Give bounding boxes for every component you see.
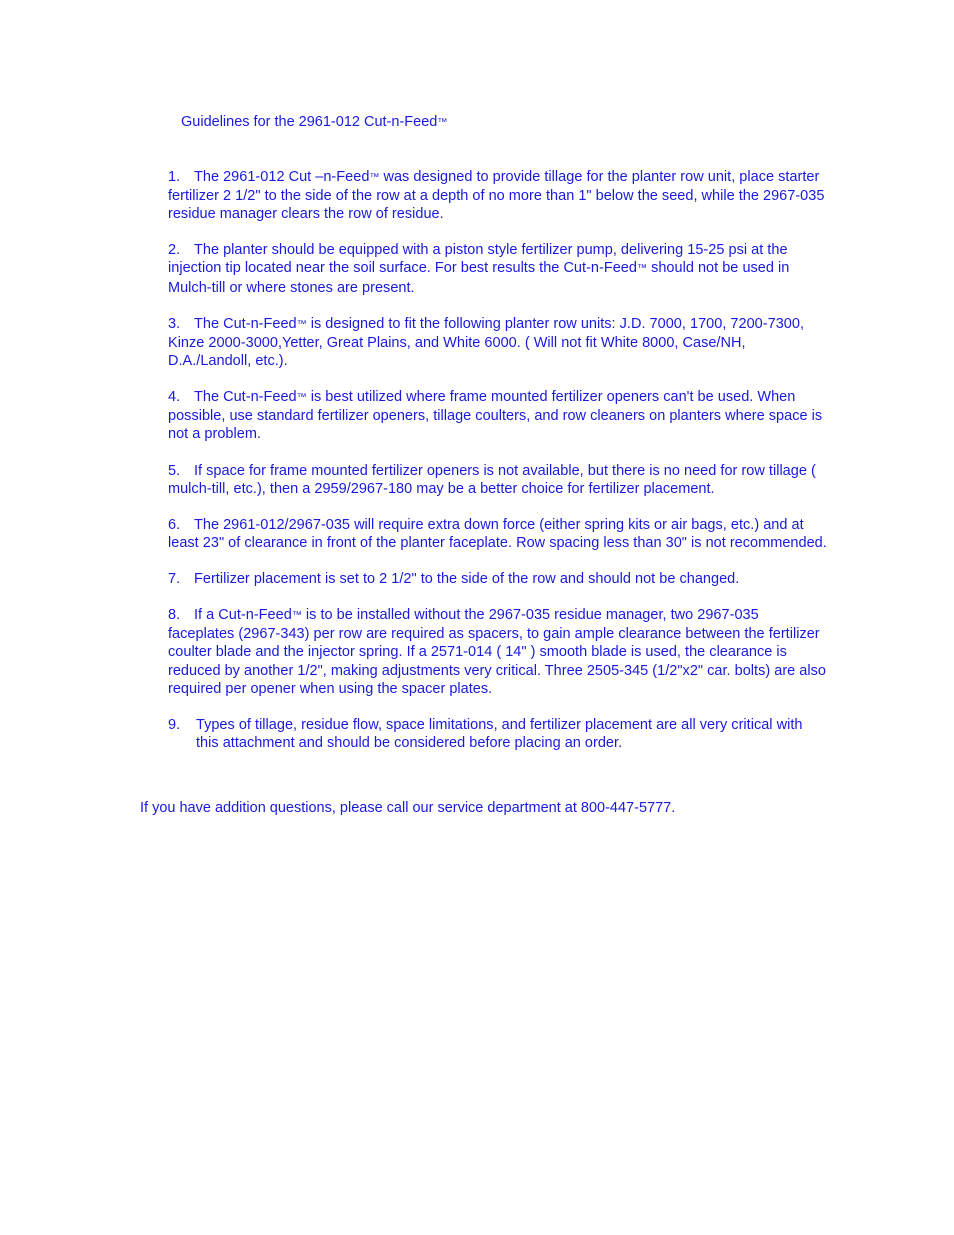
guideline-number: 1. bbox=[168, 169, 181, 185]
guideline-text: Fertilizer placement is set to 2 1/2" to the side of the row and should not be changed. bbox=[194, 571, 740, 588]
guideline-text: If a Cut-n-Feed bbox=[194, 607, 292, 624]
guideline-item bbox=[168, 606, 828, 697]
trademark-symbol: ™ bbox=[291, 610, 302, 622]
guideline-text: Types of tillage, residue flow, space limitations, and fertilizer placement are all very critical with this attachment and should be considered before placing an order. bbox=[196, 716, 803, 751]
guideline-text: The 2961-012 Cut –n-Feed bbox=[194, 169, 370, 185]
trademark-symbol: ™ bbox=[296, 318, 307, 330]
guideline-item bbox=[168, 241, 828, 296]
guideline-number: 9. bbox=[168, 716, 181, 733]
guideline-number: 7. bbox=[168, 571, 181, 588]
guideline-item bbox=[168, 570, 828, 588]
guideline-item bbox=[168, 462, 828, 498]
guideline-number: 4. bbox=[168, 389, 181, 406]
guideline-number: 6. bbox=[168, 516, 181, 533]
trademark-symbol: ™ bbox=[369, 172, 380, 183]
contact-footer: If you have addition questions, please call our service department at 800-447-5777. bbox=[140, 800, 676, 816]
guideline-item bbox=[168, 315, 828, 370]
guideline-item bbox=[168, 388, 828, 443]
guideline-text: The 2961-012/2967-035 will require extra down force (either spring kits or air bags, etc.) and at least 23" of clearance in front of the planter faceplate. Row spacing less than 30" is not recommended. bbox=[168, 516, 827, 551]
guideline-text: The Cut-n-Feed bbox=[194, 389, 297, 406]
guideline-number: 2. bbox=[168, 242, 181, 259]
guideline-text: is designed to fit the following planter row units: J.D. 7000, 1700, 7200-7300, Kinze 2000-3000,Yetter, Great Plains, and White 6000. ( Will not fit White 8000, Case/NH, D.A./Landoll, etc.). bbox=[168, 315, 804, 369]
guidelines-list bbox=[168, 168, 828, 770]
guideline-text: The Cut-n-Feed bbox=[194, 315, 297, 332]
trademark-symbol: ™ bbox=[296, 392, 307, 404]
guideline-item bbox=[168, 516, 828, 552]
title-text: Guidelines for the 2961-012 Cut-n-Feed bbox=[181, 114, 438, 130]
guideline-item bbox=[168, 168, 828, 223]
trademark-symbol: ™ bbox=[437, 117, 448, 128]
guideline-item bbox=[168, 716, 828, 752]
guideline-text: is best utilized where frame mounted fertilizer openers can't be used. When possible, use standard fertilizer openers, tillage coulters, and row cleaners on planters where space is not a problem. bbox=[168, 389, 823, 443]
guideline-number: 5. bbox=[168, 462, 181, 479]
guideline-text: is to be installed without the 2967-035 residue manager, two 2967-035 faceplates (2967-343) per row are required as spacers, to gain ample clearance between the fertilizer coulter blade and the injector spring. If a 2571-014 ( 14" ) smooth blade is used, the clearance is reduced by another 1/2", making adjustments very critical. Three 2505-345 (1/2"x2" car. bolts) are also required per opener when using the spacer plates. bbox=[168, 607, 826, 697]
document-title bbox=[181, 113, 447, 132]
guideline-text: The planter should be equipped with a piston style fertilizer pump, delivering 15-25 psi at the injection tip located near the soil surface. For best results the Cut-n-Feed bbox=[168, 242, 788, 277]
guideline-number: 3. bbox=[168, 315, 181, 332]
trademark-symbol: ™ bbox=[636, 263, 648, 275]
guideline-text: should not be used in Mulch-till or where stones are present. bbox=[168, 260, 790, 296]
guideline-text: was designed to provide tillage for the planter row unit, place starter fertilizer 2 1/2" to the side of the row at a depth of no more than 1" below the seed, while the 2967-035 residue manager clears the row of residue. bbox=[168, 169, 825, 223]
guideline-number: 8. bbox=[168, 607, 181, 624]
guideline-text: If space for frame mounted fertilizer openers is not available, but there is no need for row tillage ( mulch-till, etc.), then a 2959/2967-180 may be a better choice for fertilizer placement. bbox=[168, 462, 816, 497]
